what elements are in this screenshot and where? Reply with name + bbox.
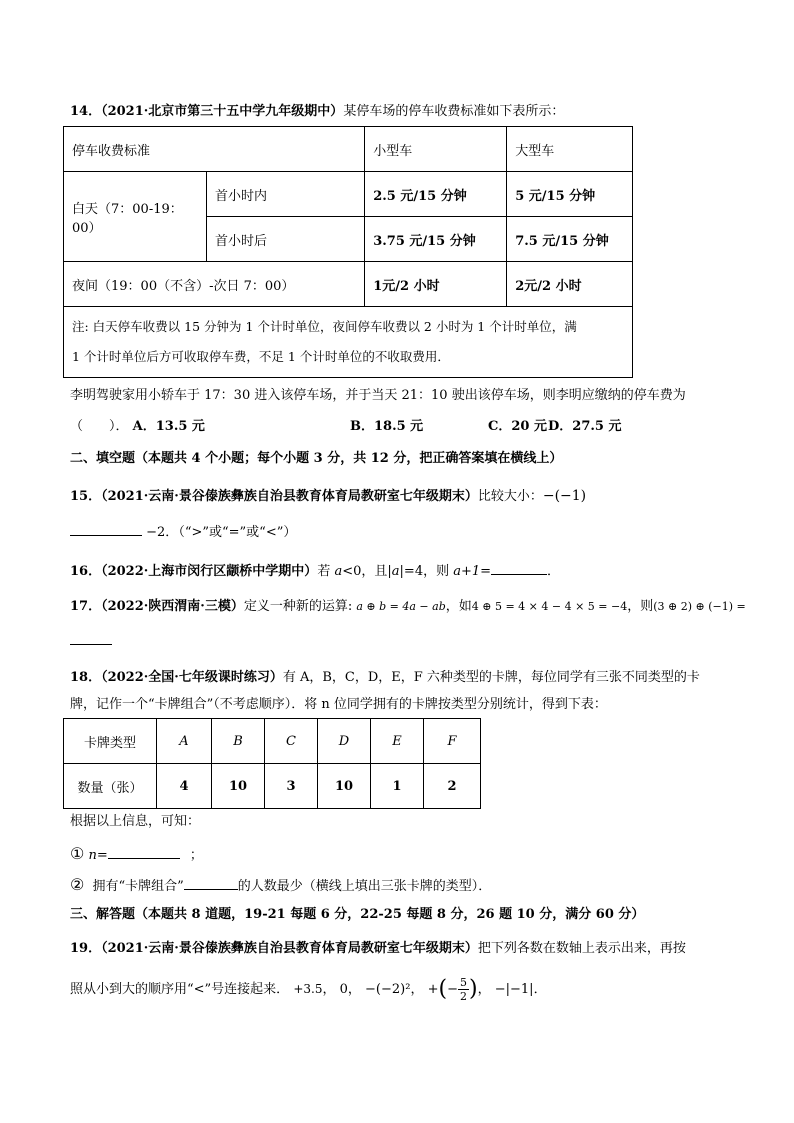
q15-answer-blank[interactable] xyxy=(70,523,142,536)
q19-n4-fraction xyxy=(458,976,469,1003)
fee-first-hour-after: 首小时后 xyxy=(207,217,365,262)
q14-title xyxy=(70,103,564,121)
q18-item1-blank[interactable] xyxy=(108,846,180,859)
q18-item2-mark: ② xyxy=(70,875,85,894)
q15-expr: −(−1) xyxy=(542,488,587,504)
card-type: C xyxy=(265,719,318,764)
q16-end: ． xyxy=(547,564,561,579)
fee-header-large: 大型车 xyxy=(507,127,633,172)
q17-line1 xyxy=(70,598,746,616)
q17-definition: a ⊕ b = 4a − ab xyxy=(356,600,446,613)
card-count: 4 xyxy=(157,764,212,809)
q14-options xyxy=(70,418,622,436)
fee-day-label: 白天（7：00-19：00） xyxy=(64,172,207,262)
q18-line1 xyxy=(70,669,700,687)
q14-option-b: B．18.5 元 xyxy=(350,419,424,434)
q19-n4-open-paren: ( xyxy=(438,976,448,1002)
q19-line1 xyxy=(70,940,686,958)
fee-note-line2: 1 个计时单位后方可收取停车费，不足 1 个计时单位的不收取费用． xyxy=(72,349,450,364)
q19-source: （2021·云南·景谷傣族彝族自治县教育体育局教研室七年级期末） xyxy=(101,941,478,956)
q14-question-line1: 李明驾驶家用小轿车于 17：30 进入该停车场，并于当天 21：10 驶出该停车场，则李明应缴纳的停车费为 xyxy=(70,388,686,403)
q18-info: 根据以上信息，可知： xyxy=(70,814,201,829)
q14-stem: 某停车场的停车收费标准如下表所示： xyxy=(343,104,565,119)
q16-answer-blank[interactable] xyxy=(491,562,547,575)
fee-first-hour-after-small: 3.75 元/15 分钟 xyxy=(365,217,507,262)
q14-paren: （ ）． xyxy=(70,419,129,434)
fee-night-small: 1元/2 小时 xyxy=(365,262,507,307)
q16-text3: =4，则 xyxy=(403,564,450,579)
fee-first-hour-in-small: 2.5 元/15 分钟 xyxy=(365,172,507,217)
q16-text1: 若 xyxy=(317,564,331,579)
q19-n4-close-paren: ) xyxy=(469,976,478,1002)
q19-line1-tail: 把下列各数在数轴上表示出来，再按 xyxy=(477,941,686,956)
card-count: 2 xyxy=(424,764,481,809)
parking-fee-table xyxy=(63,126,633,378)
q16-abs: |a| xyxy=(387,564,404,579)
q18-item2-blank[interactable] xyxy=(184,877,238,890)
q18-number: 18． xyxy=(70,670,102,685)
q15-line2-hint: （“>”或“=”或“<”） xyxy=(178,525,297,540)
card-row1-label: 卡牌类型 xyxy=(64,719,157,764)
q17-answer-blank[interactable] xyxy=(70,632,112,645)
fee-first-hour-in-large: 5 元/15 分钟 xyxy=(507,172,633,217)
q19-n5: −|−1| xyxy=(494,982,534,997)
q14-option-c: C．20 元 xyxy=(488,419,547,434)
q19-number: 19． xyxy=(70,941,102,956)
q19-n1: +3.5 xyxy=(293,982,323,996)
q18-item2 xyxy=(70,876,491,896)
card-row2-label: 数量（张） xyxy=(64,764,157,809)
q19-n2: 0 xyxy=(339,982,348,997)
card-count: 10 xyxy=(212,764,265,809)
q16-var-a: a xyxy=(334,564,343,579)
q15-line2 xyxy=(70,523,296,542)
fee-header-label: 停车收费标准 xyxy=(64,127,365,172)
q18-source: （2022·全国·七年级课时练习） xyxy=(101,670,283,685)
q18-item2-text1: 拥有“卡牌组合” xyxy=(92,879,184,894)
q16-expr: a+1= xyxy=(453,564,492,579)
q18-line2: 牌，记作一个“卡牌组合”（不考虑顺序）．将 n 位同学拥有的卡牌按类型分别统计，得到下表： xyxy=(70,697,607,712)
q19-n4-denominator: 2 xyxy=(460,990,467,1003)
q15-stem: 比较大小： xyxy=(477,489,543,504)
q17-example: 4 ⊕ 5 = 4 × 4 − 4 × 5 = −4 xyxy=(471,600,628,613)
q17-asked: (3 ⊕ 2) ⊕ (−1) = xyxy=(653,600,746,613)
q16-source: （2022·上海市闵行区颛桥中学期中） xyxy=(101,564,318,579)
section3-header: 三、解答题（本题共 8 道题，19-21 每题 6 分，22-25 每题 8 分，26 题 10 分，满分 60 分） xyxy=(70,907,645,922)
q18-item1 xyxy=(70,845,203,865)
fee-note xyxy=(64,307,633,378)
q16-line xyxy=(70,562,560,581)
q19-line2-text: 照从小到大的顺序用“<”号连接起来． xyxy=(70,982,290,997)
q14-number: 14． xyxy=(70,104,102,119)
q17-number: 17． xyxy=(70,599,102,614)
card-type: E xyxy=(371,719,424,764)
card-type: A xyxy=(157,719,212,764)
q14-option-d: D．27.5 元 xyxy=(548,419,622,434)
card-type: B xyxy=(212,719,265,764)
q19-n4-numerator: 5 xyxy=(460,976,467,989)
fee-first-hour-in: 首小时内 xyxy=(207,172,365,217)
fee-night-large: 2元/2 小时 xyxy=(507,262,633,307)
card-type-table xyxy=(63,718,481,809)
card-count: 3 xyxy=(265,764,318,809)
q15-number: 15． xyxy=(70,489,102,504)
fee-note-line1: 注: 白天停车收费以 15 分钟为 1 个计时单位，夜间停车收费以 2 小时为 1 个计时单位，满 xyxy=(72,319,577,334)
card-count: 10 xyxy=(318,764,371,809)
section2-header: 二、填空题（本题共 4 个小题；每个小题 3 分，共 12 分，把正确答案填在横线上） xyxy=(70,451,563,466)
q18-item1-var: n= xyxy=(88,848,108,863)
q14-option-a: A．13.5 元 xyxy=(132,419,205,434)
q18-text-line1: 有 A，B，C，D，E，F 六种类型的卡牌，每位同学有三张不同类型的卡 xyxy=(282,670,700,685)
fee-night-label: 夜间（19：00（不含）-次日 7：00） xyxy=(64,262,365,307)
card-type: F xyxy=(424,719,481,764)
fee-first-hour-after-large: 7.5 元/15 分钟 xyxy=(507,217,633,262)
q18-item1-end: ； xyxy=(189,848,203,863)
q14-source: （2021·北京市第三十五中学九年级期中） xyxy=(101,104,344,119)
q19-end: ． xyxy=(533,982,547,997)
q17-line2 xyxy=(70,632,112,651)
q15-line2-expr: −2． xyxy=(146,525,179,540)
fee-header-small: 小型车 xyxy=(365,127,507,172)
q19-n4-prefix: + xyxy=(427,982,439,997)
q18-item1-mark: ① xyxy=(70,844,85,863)
q17-source: （2022·陕西渭南·三模） xyxy=(101,599,244,614)
q19-n4-sign: − xyxy=(447,982,458,997)
q15-line1 xyxy=(70,487,586,506)
q19-line2: 照从小到大的顺序用“<”号连接起来． +3.5， 0， −(−2)²， +(− $\frac{5}{2}$ )， −|−1|． xyxy=(70,976,547,1003)
q15-source: （2021·云南·景谷傣族彝族自治县教育体育局教研室七年级期末） xyxy=(101,489,478,504)
q17-text3: ，则 xyxy=(627,599,654,614)
q17-text2: ，如 xyxy=(445,599,472,614)
q16-number: 16． xyxy=(70,564,102,579)
q16-text2: <0，且 xyxy=(342,564,388,579)
q19-n3: −(−2)² xyxy=(365,982,411,997)
q17-text1: 定义一种新的运算: xyxy=(243,599,353,614)
card-type: D xyxy=(318,719,371,764)
card-count: 1 xyxy=(371,764,424,809)
q18-item2-text2: 的人数最少（横线上填出三张卡牌的类型）． xyxy=(237,879,492,894)
